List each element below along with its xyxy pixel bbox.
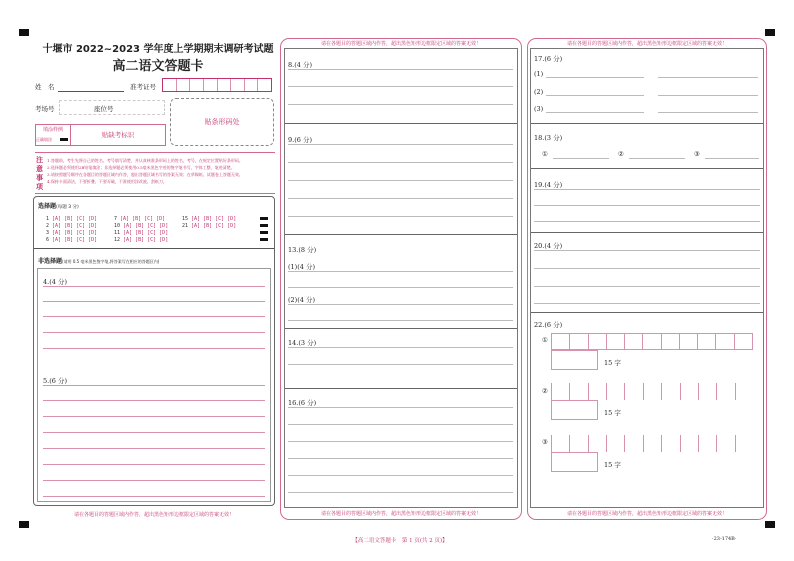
answer-line[interactable] — [553, 158, 609, 159]
answer-line[interactable] — [629, 158, 685, 159]
answer-line[interactable] — [288, 86, 513, 87]
answer-line[interactable] — [43, 400, 265, 401]
choice-number: 6 — [46, 237, 50, 243]
word-count-1: 15 字 — [604, 359, 621, 367]
room-seat-box[interactable] — [59, 100, 165, 115]
top-warning-right: 请在各题目的答题区域内作答，超出黑色矩形边框限定区域的答案无效！ — [566, 41, 727, 47]
answer-line[interactable] — [534, 205, 760, 206]
absent-mark-label: 贴缺考标识 — [101, 131, 135, 139]
answer-line[interactable] — [43, 496, 265, 497]
question-4-label: 4.(4 分) — [43, 278, 67, 286]
answer-line[interactable] — [546, 112, 644, 113]
section-divider — [531, 232, 763, 233]
answer-line[interactable] — [288, 271, 513, 272]
answer-line[interactable] — [43, 464, 265, 465]
answer-line[interactable] — [288, 216, 513, 217]
choice-row-21[interactable] — [182, 223, 236, 229]
answer-line[interactable] — [546, 95, 644, 96]
q17-item-2: (2) — [534, 88, 544, 96]
word-grid-1-row2[interactable] — [551, 350, 598, 370]
question-20-label: 20.(4 分) — [534, 242, 563, 250]
q17-item-3: (3) — [534, 105, 544, 113]
section-divider — [285, 123, 517, 124]
note-item: 4.保持卡面清洁，不要折叠、不要弄破，不准使用涂改液、刮纸刀。 — [47, 179, 167, 184]
choice-options[interactable]: [A] [B] [C] [D] — [191, 216, 237, 222]
choice-options[interactable]: [A] [B] [C] [D] — [52, 237, 98, 243]
fill-example-label: 填涂样例 — [42, 127, 63, 133]
word-grid-2[interactable] — [551, 383, 753, 400]
seat-label: 座位号 — [94, 105, 114, 113]
choice-options[interactable]: [A] [B] [C] [D] — [52, 216, 98, 222]
q22-item-1: ① — [542, 336, 548, 344]
section-divider — [285, 388, 517, 389]
answer-line[interactable] — [288, 144, 513, 145]
answer-line[interactable] — [534, 250, 760, 251]
notes-title-char: 事 — [36, 173, 43, 182]
q18-item-3: ③ — [694, 150, 700, 158]
answer-line[interactable] — [288, 424, 513, 425]
answer-line[interactable] — [288, 198, 513, 199]
q18-item-1: ① — [542, 150, 548, 158]
question-13-1-label: (1)(4 分) — [288, 263, 315, 271]
choice-title — [38, 201, 79, 210]
question-16-label: 16.(6 分) — [288, 399, 317, 407]
answer-line[interactable] — [658, 95, 758, 96]
answer-line[interactable] — [288, 287, 513, 288]
bottom-warning-middle: 请在各题目的答题区域内作答，超出黑色矩形边框限定区域的答案无效！ — [320, 511, 481, 517]
choice-number: 1 — [46, 216, 50, 222]
registration-mark — [19, 521, 29, 528]
word-grid-2-row2[interactable] — [551, 400, 598, 420]
notes-title-char: 意 — [36, 164, 43, 173]
choice-number: 7 — [114, 216, 118, 222]
card-title: 高二语文答题卡 — [112, 59, 204, 74]
exam-title: 十堰市 2022~2023 学年度上学期期末调研考试题 — [42, 44, 274, 55]
registration-mark — [19, 29, 29, 36]
timing-mark — [260, 238, 268, 241]
answer-line[interactable] — [288, 304, 513, 305]
choice-number: 11 — [114, 230, 121, 236]
answer-line[interactable] — [658, 77, 758, 78]
answer-line[interactable] — [534, 268, 760, 269]
section-divider — [285, 234, 517, 235]
question-18-label: 18.(3 分) — [534, 134, 563, 142]
choice-row-11[interactable] — [114, 230, 168, 236]
room-label: 考场号 — [35, 105, 55, 113]
notes-title-char: 注 — [36, 155, 43, 164]
bottom-warning-right: 请在各题目的答题区域内作答，超出黑色矩形边框限定区域的答案无效！ — [566, 511, 727, 517]
choice-row-1[interactable] — [46, 216, 97, 222]
choice-options[interactable]: [A] [B] [C] [D] — [191, 223, 237, 229]
choice-row-10[interactable] — [114, 223, 168, 229]
bottom-warning-left: 请在各题目的答题区域内作答，超出黑色矩形边框限定区域的答案无效！ — [73, 512, 234, 518]
note-item: 1.答题前，考生先将自己的姓名、考号填写清楚，并认真核准条形码上的姓名、考号，在规定位置贴好条形码。 — [47, 158, 243, 163]
choice-number: 10 — [114, 223, 121, 229]
section-divider — [285, 328, 517, 329]
answer-line[interactable] — [288, 347, 513, 348]
middle-inner-box — [284, 48, 518, 508]
note-item: 3.请按照题号顺序在各题目的答题区域内作答，超出答题区域书写的答案无效；在草稿纸、试题卷上答题无效。 — [47, 172, 243, 177]
answer-line[interactable] — [43, 416, 265, 417]
answer-line[interactable] — [43, 301, 265, 302]
nonchoice-title — [38, 256, 159, 265]
choice-number: 12 — [114, 237, 121, 243]
fill-correct-label: 正确填涂 — [36, 137, 52, 142]
choice-row-12[interactable] — [114, 237, 168, 243]
timing-mark — [260, 231, 268, 234]
choice-number: 15 — [182, 216, 189, 222]
q17-item-1: (1) — [534, 70, 544, 78]
answer-line[interactable] — [288, 104, 513, 105]
answer-line[interactable] — [288, 407, 513, 408]
fill-correct-mark — [60, 138, 68, 141]
choice-row-7[interactable] — [114, 216, 165, 222]
barcode-label: 贴条形码处 — [204, 118, 240, 126]
answer-line[interactable] — [43, 432, 265, 433]
answer-line[interactable] — [43, 385, 265, 386]
answer-line[interactable] — [534, 303, 760, 304]
exam-id-boxes[interactable] — [162, 78, 272, 92]
answer-line[interactable] — [288, 162, 513, 163]
answer-line[interactable] — [288, 364, 513, 365]
answer-line[interactable] — [288, 69, 513, 70]
q22-item-2: ② — [542, 387, 548, 395]
word-grid-3-row2[interactable] — [551, 452, 598, 472]
word-count-2: 15 字 — [604, 409, 621, 417]
question-19-label: 19.(4 分) — [534, 181, 563, 189]
question-9-label: 9.(6 分) — [288, 136, 312, 144]
section-divider — [531, 123, 763, 124]
choice-options[interactable]: [A] [B] [C] [D] — [123, 237, 169, 243]
word-grid-3[interactable] — [551, 435, 753, 452]
word-count-3: 15 字 — [604, 461, 621, 469]
answer-line[interactable] — [288, 475, 513, 476]
name-field[interactable] — [58, 91, 124, 92]
q22-item-3: ③ — [542, 438, 548, 446]
registration-mark — [765, 521, 775, 528]
choice-row-2[interactable] — [46, 223, 97, 229]
answer-line[interactable] — [534, 221, 760, 222]
choice-number: 3 — [46, 230, 50, 236]
answer-line[interactable] — [534, 189, 760, 190]
answer-line[interactable] — [534, 286, 760, 287]
name-label: 姓 名 — [35, 83, 55, 91]
answer-line[interactable] — [546, 77, 644, 78]
choice-title-text: 选择题 — [38, 203, 57, 210]
answer-line[interactable] — [658, 112, 758, 113]
section-divider — [531, 168, 763, 169]
notes-title-char: 项 — [36, 182, 43, 191]
choice-note: (每题 3 分) — [56, 205, 79, 210]
paper-code: ·23-174B· — [712, 536, 737, 542]
section-divider — [531, 312, 763, 313]
question-14-label: 14.(3 分) — [288, 339, 317, 347]
top-warning-middle: 请在各题目的答题区域内作答，超出黑色矩形边框限定区域的答案无效！ — [320, 41, 481, 47]
notes-title — [36, 155, 45, 191]
question-13-2-label: (2)(4 分) — [288, 296, 315, 304]
choice-number: 2 — [46, 223, 50, 229]
answer-line[interactable] — [43, 316, 265, 317]
choice-options[interactable]: [A] [B] [C] [D] — [120, 216, 166, 222]
timing-mark — [260, 224, 268, 227]
choice-number: 21 — [182, 223, 189, 229]
choice-options[interactable]: [A] [B] [C] [D] — [123, 223, 169, 229]
nonchoice-note: (请用 0.5 毫米黑色签字笔,将答案写在相应的答题区内) — [62, 259, 160, 264]
answer-line[interactable] — [288, 441, 513, 442]
answer-line[interactable] — [288, 320, 513, 321]
page-footer: 【高二语文答题卡 第 1 页(共 2 页)】 — [352, 538, 448, 544]
choice-options[interactable]: [A] [B] [C] [D] — [123, 230, 169, 236]
choice-row-3[interactable] — [46, 230, 97, 236]
exam-id-label: 准考证号 — [130, 83, 156, 91]
question-5-label: 5.(6 分) — [43, 377, 67, 385]
choice-options[interactable]: [A] [B] [C] [D] — [52, 230, 98, 236]
answer-line[interactable] — [43, 480, 265, 481]
answer-line[interactable] — [288, 458, 513, 459]
question-22-label: 22.(6 分) — [534, 321, 563, 329]
answer-line[interactable] — [43, 448, 265, 449]
answer-line[interactable] — [43, 286, 265, 287]
question-13-label: 13.(8 分) — [288, 246, 317, 254]
answer-line[interactable] — [288, 492, 513, 493]
word-grid-1[interactable] — [551, 333, 753, 350]
choice-row-15[interactable] — [182, 216, 236, 222]
answer-line[interactable] — [43, 348, 265, 349]
registration-mark — [765, 29, 775, 36]
answer-line[interactable] — [43, 332, 265, 333]
answer-line[interactable] — [705, 158, 759, 159]
notes-list — [47, 157, 271, 185]
answer-line[interactable] — [288, 180, 513, 181]
timing-mark — [260, 217, 268, 220]
note-item: 2.选择题必须使用2B铅笔填涂；非选择题必须使用0.5毫米黑色字迹的签字笔书写，字体工整、笔迹清楚。 — [47, 165, 235, 170]
question-17-label: 17.(6 分) — [534, 55, 563, 63]
choice-row-6[interactable] — [46, 237, 97, 243]
choice-options[interactable]: [A] [B] [C] [D] — [52, 223, 98, 229]
question-8-label: 8.(4 分) — [288, 61, 312, 69]
q18-item-2: ② — [618, 150, 624, 158]
divider — [34, 248, 274, 249]
nonchoice-title-text: 非选择题 — [38, 258, 63, 265]
